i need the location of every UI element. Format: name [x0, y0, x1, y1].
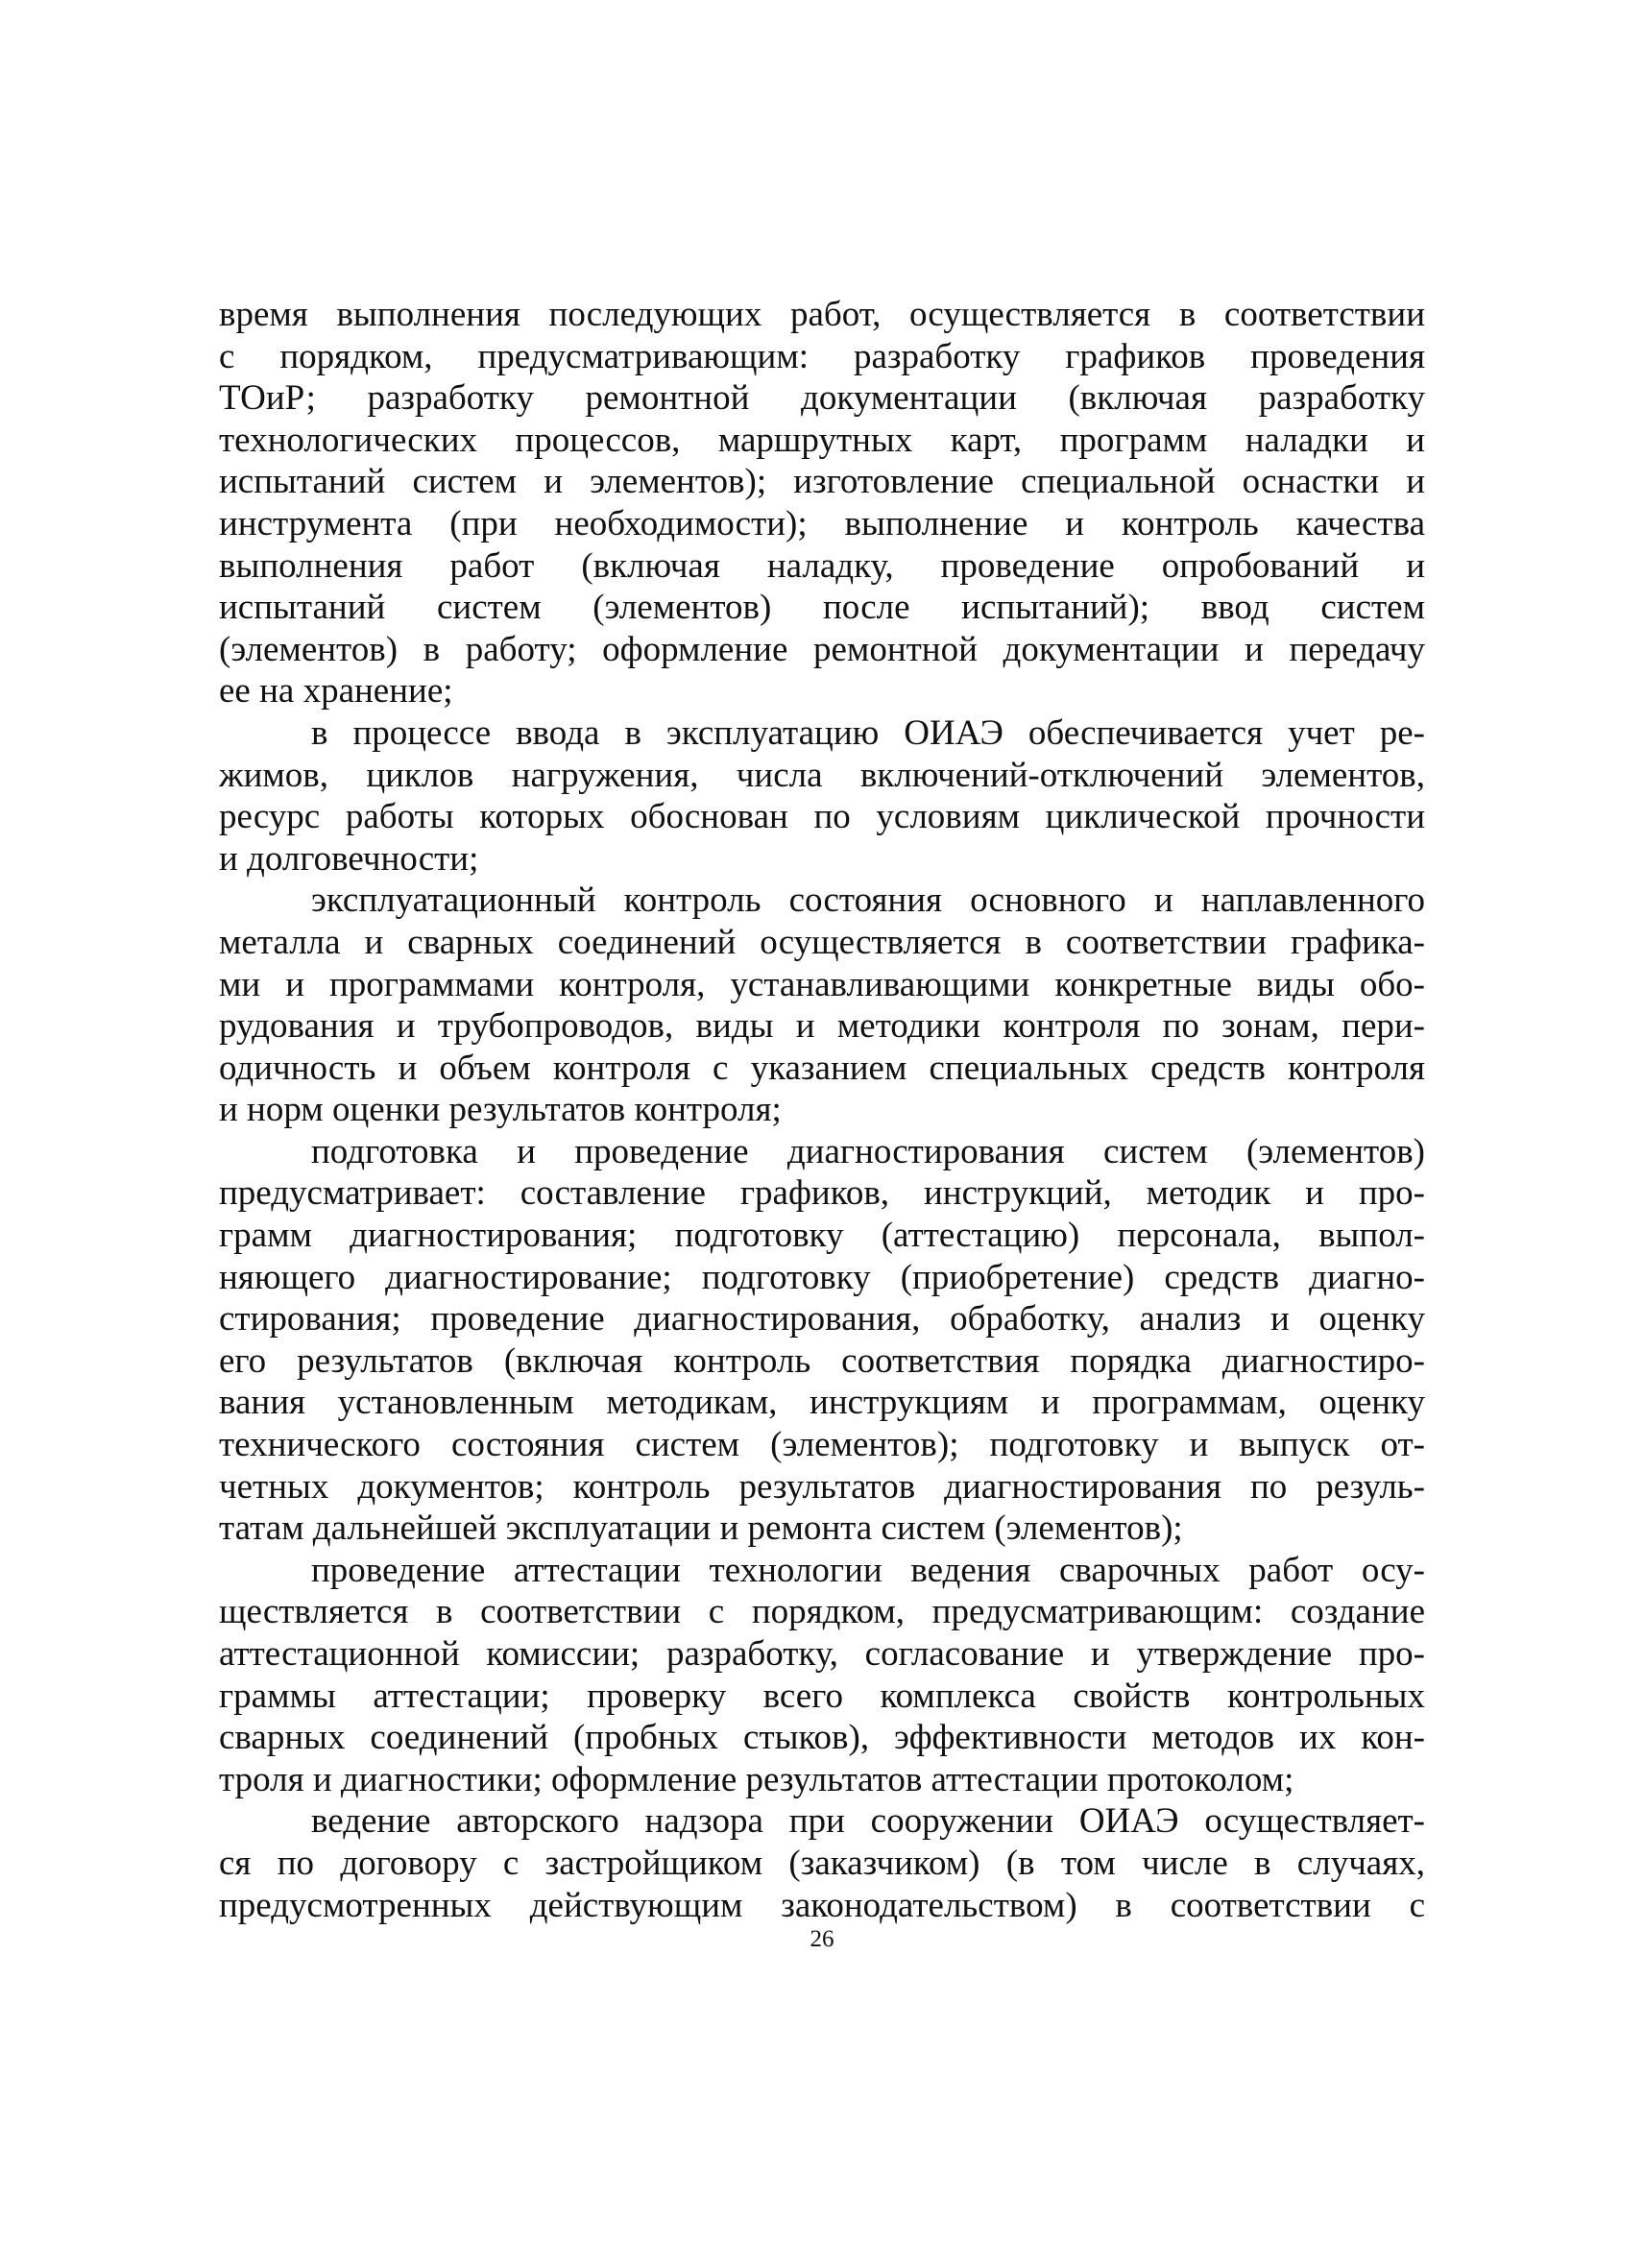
- text-line: предусмотренных действующим законодательством) в соответствии с: [219, 1885, 1425, 1925]
- text-line: одичность и объем контроля с указанием специальных средств контроля: [219, 1048, 1425, 1088]
- text-line: стирования; проведение диагностирования, обработку, анализ и оценку: [219, 1299, 1425, 1339]
- text-line: ее на хранение;: [219, 671, 453, 712]
- text-line: и долговечности;: [219, 838, 479, 879]
- text-line: технологических процессов, маршрутных карт, программ наладки и: [219, 420, 1425, 460]
- text-line: троля и диагностики; оформление результатов аттестации протоколом;: [219, 1759, 1294, 1799]
- text-line: четных документов; контроль результатов диагностирования по резуль-: [219, 1466, 1425, 1507]
- text-line: рудования и трубопроводов, виды и методики контроля по зонам, пери-: [219, 1006, 1425, 1047]
- text-line: татам дальнейшей эксплуатации и ремонта систем (элементов);: [219, 1508, 1183, 1549]
- text-line: в процессе ввода в эксплуатацию ОИАЭ обеспечивается учет ре-: [311, 712, 1425, 753]
- text-line: ся по договору с застройщиком (заказчиком) (в том числе в случаях,: [219, 1843, 1425, 1883]
- text-line: ресурс работы которых обоснован по условиям циклической прочности: [219, 797, 1425, 837]
- text-line: няющего диагностирование; подготовку (приобретение) средств диагно-: [219, 1257, 1425, 1297]
- text-line: ми и программами контроля, устанавливающими конкретные виды обо-: [219, 964, 1425, 1004]
- text-line: металла и сварных соединений осуществляется в соответствии графика-: [219, 922, 1425, 962]
- text-line: (элементов) в работу; оформление ремонтной документации и передачу: [219, 629, 1425, 669]
- text-line: испытаний систем (элементов) после испытаний); ввод систем: [219, 588, 1425, 628]
- text-line: испытаний систем и элементов); изготовление специальной оснастки и: [219, 462, 1425, 502]
- text-line: жимов, циклов нагружения, числа включений-отключений элементов,: [219, 755, 1425, 795]
- text-line: эксплуатационный контроль состояния основного и наплавленного: [311, 881, 1425, 921]
- text-line: грамм диагностирования; подготовку (аттестацию) персонала, выпол-: [219, 1216, 1425, 1256]
- text-line: с порядком, предусматривающим: разработку графиков проведения: [219, 336, 1425, 376]
- text-line: и норм оценки результатов контроля;: [219, 1090, 782, 1130]
- text-line: ведение авторского надзора при сооружении ОИАЭ осуществляет-: [311, 1801, 1425, 1842]
- text-line: его результатов (включая контроль соответствия порядка диагностиро-: [219, 1340, 1425, 1381]
- text-line: аттестационной комиссии; разработку, согласование и утверждение про-: [219, 1634, 1425, 1674]
- text-line: граммы аттестации; проверку всего комплекса свойств контрольных: [219, 1676, 1425, 1716]
- text-line: проведение аттестации технологии ведения сварочных работ осу-: [311, 1550, 1425, 1590]
- text-line: технического состояния систем (элементов); подготовку и выпуск от-: [219, 1425, 1425, 1465]
- text-line: вания установленным методикам, инструкциям и программам, оценку: [219, 1383, 1425, 1423]
- text-line: выполнения работ (включая наладку, проведение опробований и: [219, 545, 1425, 586]
- text-line: ТОиР; разработку ремонтной документации (включая разработку: [219, 378, 1425, 419]
- text-line: инструмента (при необходимости); выполнение и контроль качества: [219, 503, 1425, 543]
- text-line: ществляется в соответствии с порядком, предусматривающим: создание: [219, 1592, 1425, 1632]
- page-number: 26: [810, 1926, 834, 1952]
- text-line: подготовка и проведение диагностирования систем (элементов): [311, 1131, 1425, 1171]
- text-line: предусматривает: составление графиков, инструкций, методик и про-: [219, 1173, 1425, 1214]
- body-text: [219, 294, 1425, 1926]
- text-line: сварных соединений (пробных стыков), эффективности методов их кон-: [219, 1718, 1425, 1758]
- text-line: время выполнения последующих работ, осуществляется в соответствии: [219, 295, 1425, 334]
